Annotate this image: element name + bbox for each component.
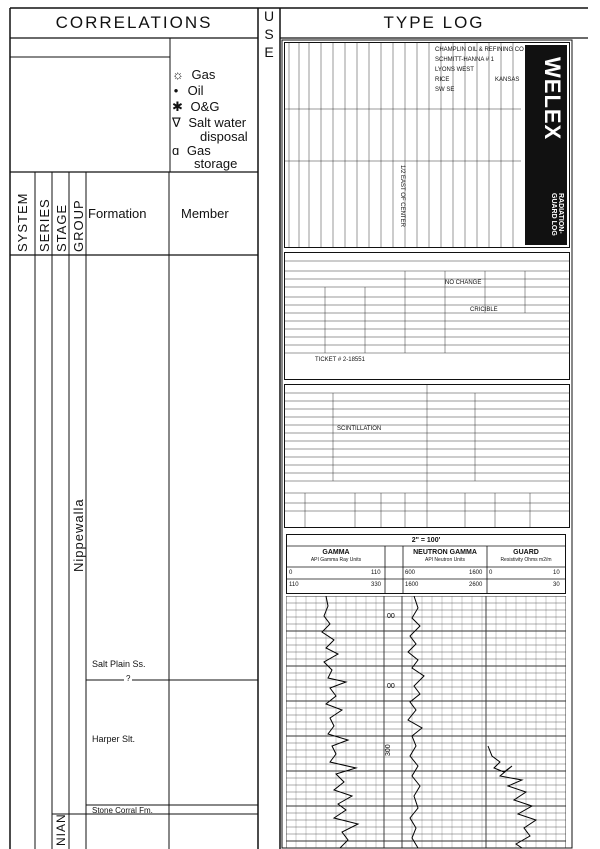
gamma-track-subtitle: API Gamma Ray Units [310,557,362,563]
neutron-scale-left: 600 [405,570,416,576]
series-partial: NIAN [54,813,68,846]
legend-label: Oil [187,83,204,98]
col-member: Member [181,206,229,221]
oil-gas-symbol-icon: ✱ [172,99,183,114]
gamma-equipment: SCINTILLATION [337,426,382,432]
well-line: SCHMITT-HANNA # 1 [435,57,495,63]
legend-gas [172,68,215,82]
col-formation: Formation [88,206,147,221]
company-line: CHAMPLIN OIL & REFINING CO [435,47,524,53]
elevation-note: 1/2 EAST OF CENTER [399,165,405,227]
type-log-title: TYPE LOG [383,13,485,32]
legend-label: Salt water [188,115,247,130]
use-letter-e: E [264,44,274,60]
depth-label: 00 [387,613,395,620]
county-line: RICE [435,77,450,83]
welex-brand: WELEX [540,57,565,141]
legend-gas-storage-2 [194,157,237,171]
col-group: GROUP [71,199,86,252]
gas-symbol-icon: ☼ [172,67,184,82]
group-name: Nippewalla [71,498,86,572]
neutron-track-subtitle: API Neutron Units [424,557,466,563]
guard-curve [488,746,536,848]
formation-harper: Harper Slt. [92,734,136,744]
neutron-source: CRICIBLE [470,307,498,313]
legend-label: O&G [190,99,220,114]
legend-label: Gas [191,67,216,82]
formation-salt-plain: Salt Plain Ss. [92,659,146,669]
legend-salt-water [172,116,246,130]
gamma-track-title: GAMMA [322,549,350,556]
legend-label: Gas [186,143,211,158]
neutron-scale-right-2: 2600 [469,582,483,588]
legend-oil-gas [172,100,219,114]
use-letter-u: U [263,8,275,24]
use-letter-s: S [264,26,274,42]
oil-symbol-icon: • [173,83,179,98]
guard-scale-right-2: 30 [553,582,560,588]
log-curves [286,596,566,848]
curve-header-lines [287,535,565,593]
gamma-scale-right-2: 330 [371,582,382,588]
legend-oil [172,84,204,98]
log-header-grid [285,43,569,247]
curve-track-header [286,534,566,594]
scale-change-note: NO CHANGE [445,280,482,286]
guard-track-title: GUARD [513,549,539,556]
uncertain-marker: ? [126,674,131,683]
log-header-panel [284,42,570,248]
correlations-title: CORRELATIONS [55,13,213,32]
gamma-scale-right: 110 [371,570,381,576]
state-line: KANSAS [495,77,520,83]
equipment-grid [285,385,569,527]
guard-track-subtitle: Resistivity Ohms m2/m [500,557,552,563]
depth-label: 00 [387,683,395,690]
col-stage: STAGE [54,203,69,252]
gamma-scale-left: 0 [289,570,293,576]
guard-scale-right: 10 [553,570,560,576]
guard-scale-left: 0 [489,570,493,576]
equipment-panel [284,384,570,528]
neutron-track-title: NEUTRON GAMMA [413,549,477,556]
col-series: SERIES [37,198,52,252]
gamma-scale-left-2: 110 [289,582,299,588]
remarks-line: TICKET # 2-18551 [315,357,365,363]
gas-storage-symbol-icon: ɑ [172,143,180,158]
col-system: SYSTEM [15,192,30,252]
legend-salt-water-2 [200,130,248,144]
field-line: LYONS WEST [435,67,474,73]
formation-stone-corral: Stone Corral Fm. [92,806,153,815]
remarks-panel [284,252,570,380]
legend-label: disposal [200,129,248,144]
legend-label: storage [194,156,238,171]
scale-note: 2" = 100' [411,537,441,544]
neutron-scale-left-2: 1600 [405,582,419,588]
location-line: SW SE [435,87,455,93]
salt-water-symbol-icon: ∇ [172,115,181,130]
log-type-label: RADIATION-GUARD LOG [550,193,564,236]
neutron-scale-right: 1600 [469,570,483,576]
depth-label: 300 [385,744,392,756]
